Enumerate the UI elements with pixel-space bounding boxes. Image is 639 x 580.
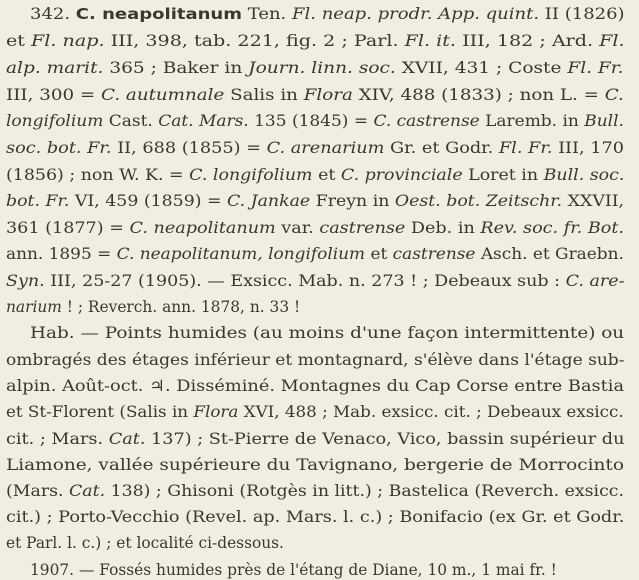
italic-text: alp. marit. xyxy=(6,59,104,77)
text-segment: Loret in xyxy=(462,166,544,184)
text-segment: XVII, 431 ; Coste xyxy=(395,59,568,77)
italic-text: C. neapolitanum xyxy=(129,219,276,237)
text-segment: III, 170 xyxy=(552,139,625,157)
italic-text: Fl. nap. xyxy=(31,32,105,50)
text-segment: ! ; Reverch. ann. 1878, n. 33 ! xyxy=(61,298,301,316)
italic-text: C. provinciale xyxy=(340,166,463,184)
text-line xyxy=(6,191,624,211)
text-line xyxy=(6,376,624,396)
text-segment: 138) ; Ghisoni (Rotgès in litt.) ; Bastelica (Reverch. exsicc. xyxy=(105,482,625,500)
text-segment: et xyxy=(312,166,341,184)
text-line xyxy=(6,138,624,158)
text-line xyxy=(6,31,625,51)
text-line xyxy=(6,429,624,449)
text-segment: III, 25-27 (1905). — Exsicc. Mab. n. 273 ! ; Debeaux sub : xyxy=(44,272,566,290)
text-segment: et St-Florent (Salis in xyxy=(6,403,194,421)
italic-text: Flora xyxy=(303,86,353,104)
italic-text: C. autumnale xyxy=(101,86,225,104)
text-segment: 1907. — Fossés humides près de l'étang de Diane, 10 m., 1 mai fr. ! xyxy=(30,561,557,579)
text-segment: 135 (1845) = xyxy=(248,112,374,130)
italic-text: C. Jankae xyxy=(227,192,311,210)
italic-text: Oest. bot. Zeitschr. xyxy=(394,192,563,210)
text-segment: Liamone, vallée supérieure du Tavignano, bergerie de Morrocinto xyxy=(6,456,624,474)
italic-text: Fl. xyxy=(599,32,625,50)
text-line xyxy=(6,402,624,422)
italic-text: C. xyxy=(604,86,624,104)
text-segment: cit. ; Mars. xyxy=(6,430,109,448)
text-segment: III, 398, tab. 221, fig. 2 ; Parl. xyxy=(104,32,405,50)
text-segment: et xyxy=(6,32,32,50)
italic-text: Syn. xyxy=(6,272,45,290)
text-segment: XXVII, xyxy=(562,192,625,210)
species-name: C. neapolitanum xyxy=(75,5,242,23)
text-line xyxy=(6,58,624,78)
italic-text: longifolium xyxy=(6,112,104,130)
text-line xyxy=(6,507,624,527)
italic-text: Fl. Fr. xyxy=(498,139,553,157)
text-segment: var. xyxy=(275,219,320,237)
italic-text: Cat. xyxy=(108,430,146,448)
text-line xyxy=(6,271,625,291)
italic-text: bot. Fr. xyxy=(6,192,70,210)
italic-text: soc. bot. Fr. xyxy=(6,139,112,157)
italic-text: Bull. xyxy=(584,112,624,130)
text-segment: XVI, 488 ; Mab. exsicc. cit. ; Debeaux exsicc. xyxy=(238,403,624,421)
text-segment: XIV, 488 (1833) ; non L. = xyxy=(352,86,605,104)
text-line xyxy=(6,481,624,501)
italic-text: C. castrense xyxy=(373,112,480,130)
italic-text: C. arenarium xyxy=(266,139,385,157)
text-segment: III, 182 ; Ard. xyxy=(455,32,600,50)
text-segment: Freyn in xyxy=(310,192,395,210)
text-segment: Deb. in xyxy=(405,219,481,237)
text-line xyxy=(6,85,624,105)
italic-text: C. longifolium xyxy=(189,166,313,184)
italic-text: castrense xyxy=(392,245,476,263)
italic-text: narium xyxy=(6,298,62,316)
text-line xyxy=(6,297,300,317)
text-segment: III, 300 = xyxy=(6,86,102,104)
italic-text: Fl. neap. prodr. App. quint. xyxy=(292,5,540,23)
text-line xyxy=(6,165,624,185)
text-segment: Laremb. in xyxy=(479,112,585,130)
collection-note-line xyxy=(30,560,557,580)
italic-text: Flora xyxy=(193,403,239,421)
text-segment: Asch. et Graebn. xyxy=(475,245,624,263)
text-segment: et Parl. l. c.) ; et localité ci-dessous. xyxy=(6,534,284,552)
text-segment: Hab. — Points humides (au moins d'une façon intermittente) ou xyxy=(30,324,625,342)
text-segment: II (1826) xyxy=(539,5,625,23)
italic-text: Rev. soc. fr. Bot. xyxy=(480,219,625,237)
text-segment: VI, 459 (1859) = xyxy=(69,192,228,210)
text-segment: 365 ; Baker in xyxy=(103,59,249,77)
text-segment: (1856) ; non W. K. = xyxy=(6,166,190,184)
text-segment: Salis in xyxy=(224,86,304,104)
text-segment: cit.) ; Porto-Vecchio (Revel. ap. Mars. l. c.) ; Bonifacio (ex Gr. et Godr. xyxy=(6,508,625,526)
text-line xyxy=(6,455,624,475)
text-segment: Gr. et Godr. xyxy=(384,139,499,157)
habitat-line xyxy=(30,323,624,343)
text-line xyxy=(6,533,284,553)
text-line xyxy=(6,218,624,238)
italic-text: Cat. xyxy=(69,482,106,500)
text-segment: ann. 1895 = xyxy=(6,245,117,263)
text-segment: (Mars. xyxy=(6,482,70,500)
italic-text: Fl. Fr. xyxy=(567,59,624,77)
text-segment: II, 688 (1855) = xyxy=(111,139,267,157)
text-segment: Cast. xyxy=(103,112,159,130)
italic-text: C. are- xyxy=(565,272,625,290)
text-segment: et xyxy=(365,245,393,263)
text-line xyxy=(6,350,624,370)
text-segment: 361 (1877) = xyxy=(6,219,130,237)
text-segment: alpin. Août-oct. ♃. Disséminé. Montagnes du Cap Corse entre Bastia xyxy=(6,377,625,395)
entry-heading-line xyxy=(30,4,625,24)
italic-text: Fl. it. xyxy=(404,32,456,50)
italic-text: C. neapolitanum, longifolium xyxy=(116,245,366,263)
text-segment: ombragés des étages inférieur et montagnard, s'élève dans l'étage sub- xyxy=(6,351,625,369)
italic-text: Journ. linn. soc. xyxy=(248,59,396,77)
text-line xyxy=(6,111,624,131)
text-segment: Ten. xyxy=(241,5,293,23)
text-line xyxy=(6,244,624,264)
italic-text: Cat. Mars. xyxy=(158,112,249,130)
text-segment: 137) ; St-Pierre de Venaco, Vico, bassin supérieur du xyxy=(145,430,625,448)
italic-text: Bull. soc. xyxy=(543,166,625,184)
text-segment: 342. xyxy=(30,5,76,23)
italic-text: castrense xyxy=(319,219,406,237)
